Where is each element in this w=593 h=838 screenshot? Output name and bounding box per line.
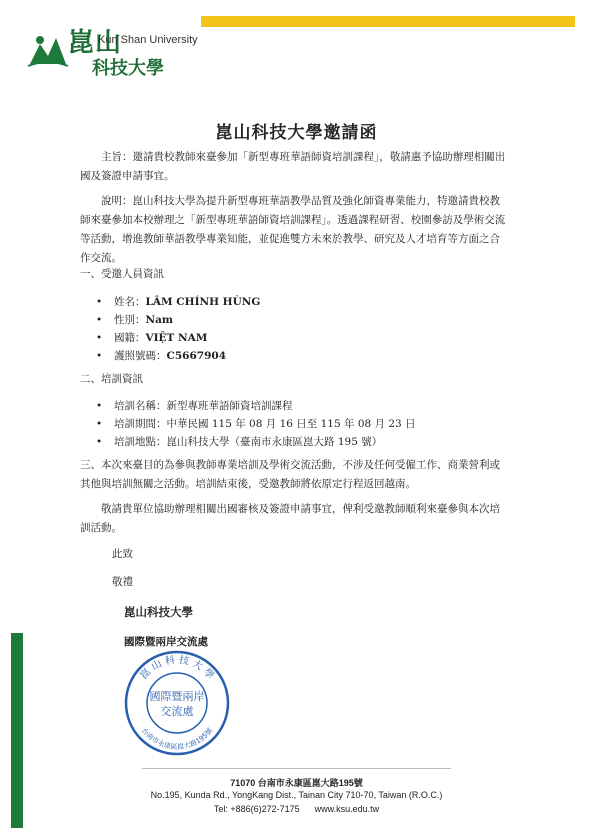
subject-paragraph: 主旨：邀請貴校教師來臺參加「新型專班華語師資培訓課程」，敬請惠予協助辦理相關出國及簽證申請事宜。 xyxy=(80,151,506,182)
invitee-passport-label: 護照號碼： xyxy=(114,350,167,362)
explanation-paragraph: 說明：崑山科技大學為提升新型專班華語教學品質及強化師資專業能力，特邀請貴校教師來臺參加本校辦理之「新型專班華語師資培訓課程」。透過課程研習、校園參訪及學術交流等活動，增進教師華語教學專業知能，並促進雙方未來於教學、研究及人才培育等方面之合作交流。 xyxy=(80,195,506,264)
section2-heading: 二、培訓資訊 xyxy=(80,373,143,385)
section1-heading: 一、受邀人員資訊 xyxy=(80,268,164,280)
training-info-list xyxy=(96,397,416,451)
footer-address-cn: 71070 台南市永康區崑大路195號 xyxy=(230,778,363,788)
list-item xyxy=(96,433,416,451)
invitee-info-list xyxy=(96,293,260,365)
list-item xyxy=(96,347,260,365)
training-name-label: 培訓名稱： xyxy=(114,400,167,412)
invitee-name-value: LÂM CHÍNH HÙNG xyxy=(145,296,261,308)
signature-organization: 崑山科技大學 xyxy=(124,605,193,619)
university-logo-icon xyxy=(26,30,70,70)
list-item xyxy=(96,415,416,433)
page-title: 崑山科技大學邀請函 xyxy=(215,123,378,143)
training-location-value: 崑山科技大學（臺南市永康區崑大路 195 號） xyxy=(166,436,383,448)
list-item xyxy=(96,397,416,415)
header-accent-bar xyxy=(201,16,575,27)
invitee-gender-value: Nam xyxy=(145,314,174,326)
salutation-ci-zhi: 此致 xyxy=(112,548,133,560)
university-name-cn: 崑山 xyxy=(68,28,123,58)
signature-department: 國際暨兩岸交流處 xyxy=(124,636,208,648)
footer-address-en: No.195, Kunda Rd., YongKang Dist., Tainan City 710-70, Taiwan (R.O.C.) xyxy=(150,790,443,800)
university-name-sub: 科技大學 xyxy=(92,58,164,79)
list-item xyxy=(96,311,260,329)
invitee-gender-label: 性別： xyxy=(114,314,146,326)
invitee-nationality-value: VIỆT NAM xyxy=(145,332,208,344)
seal-bottom-text: 台南市永康區崑大路195號 xyxy=(139,726,215,752)
closing-paragraph: 敬請貴單位協助辦理相關出國審核及簽證申請事宜，俾利受邀教師順利來臺參與本次培訓活動。 xyxy=(80,503,500,534)
invitee-nationality-label: 國籍： xyxy=(114,332,146,344)
training-name-value: 新型專班華語師資培訓課程 xyxy=(166,400,293,412)
side-accent-bar xyxy=(11,633,23,828)
list-item xyxy=(96,293,260,311)
invitee-passport-value: C5667904 xyxy=(166,350,226,362)
svg-text:崑 山 科 技 大 學 xyxy=(138,653,217,682)
salutation-jing-li: 敬禮 xyxy=(112,576,133,588)
invitee-name-label: 姓名： xyxy=(114,296,146,308)
footer-contact: Tel: +886(6)272-7175 www.ksu.edu.tw xyxy=(213,804,380,814)
training-period-value: 中華民國 115 年 08 月 16 日至 115 年 08 月 23 日 xyxy=(166,418,416,430)
footer-divider xyxy=(142,768,451,769)
training-period-label: 培訓期間： xyxy=(114,418,167,430)
seal-center-line1: 國際暨兩岸 xyxy=(149,690,205,703)
seal-top-text: 崑 山 科 技 大 學 xyxy=(138,654,216,682)
section3-paragraph: 三、本次來臺目的為參與教師專業培訓及學術交流活動，不涉及任何受僱工作、商業營利或其他與培訓無關之活動。培訓結束後，受邀教師將依原定行程返回越南。 xyxy=(80,459,500,490)
seal-center-line2: 交流處 xyxy=(160,705,194,718)
training-location-label: 培訓地點： xyxy=(114,436,167,448)
university-name-en: Kun Shan University xyxy=(98,34,198,46)
list-item xyxy=(96,329,260,347)
official-seal-stamp xyxy=(122,648,232,758)
